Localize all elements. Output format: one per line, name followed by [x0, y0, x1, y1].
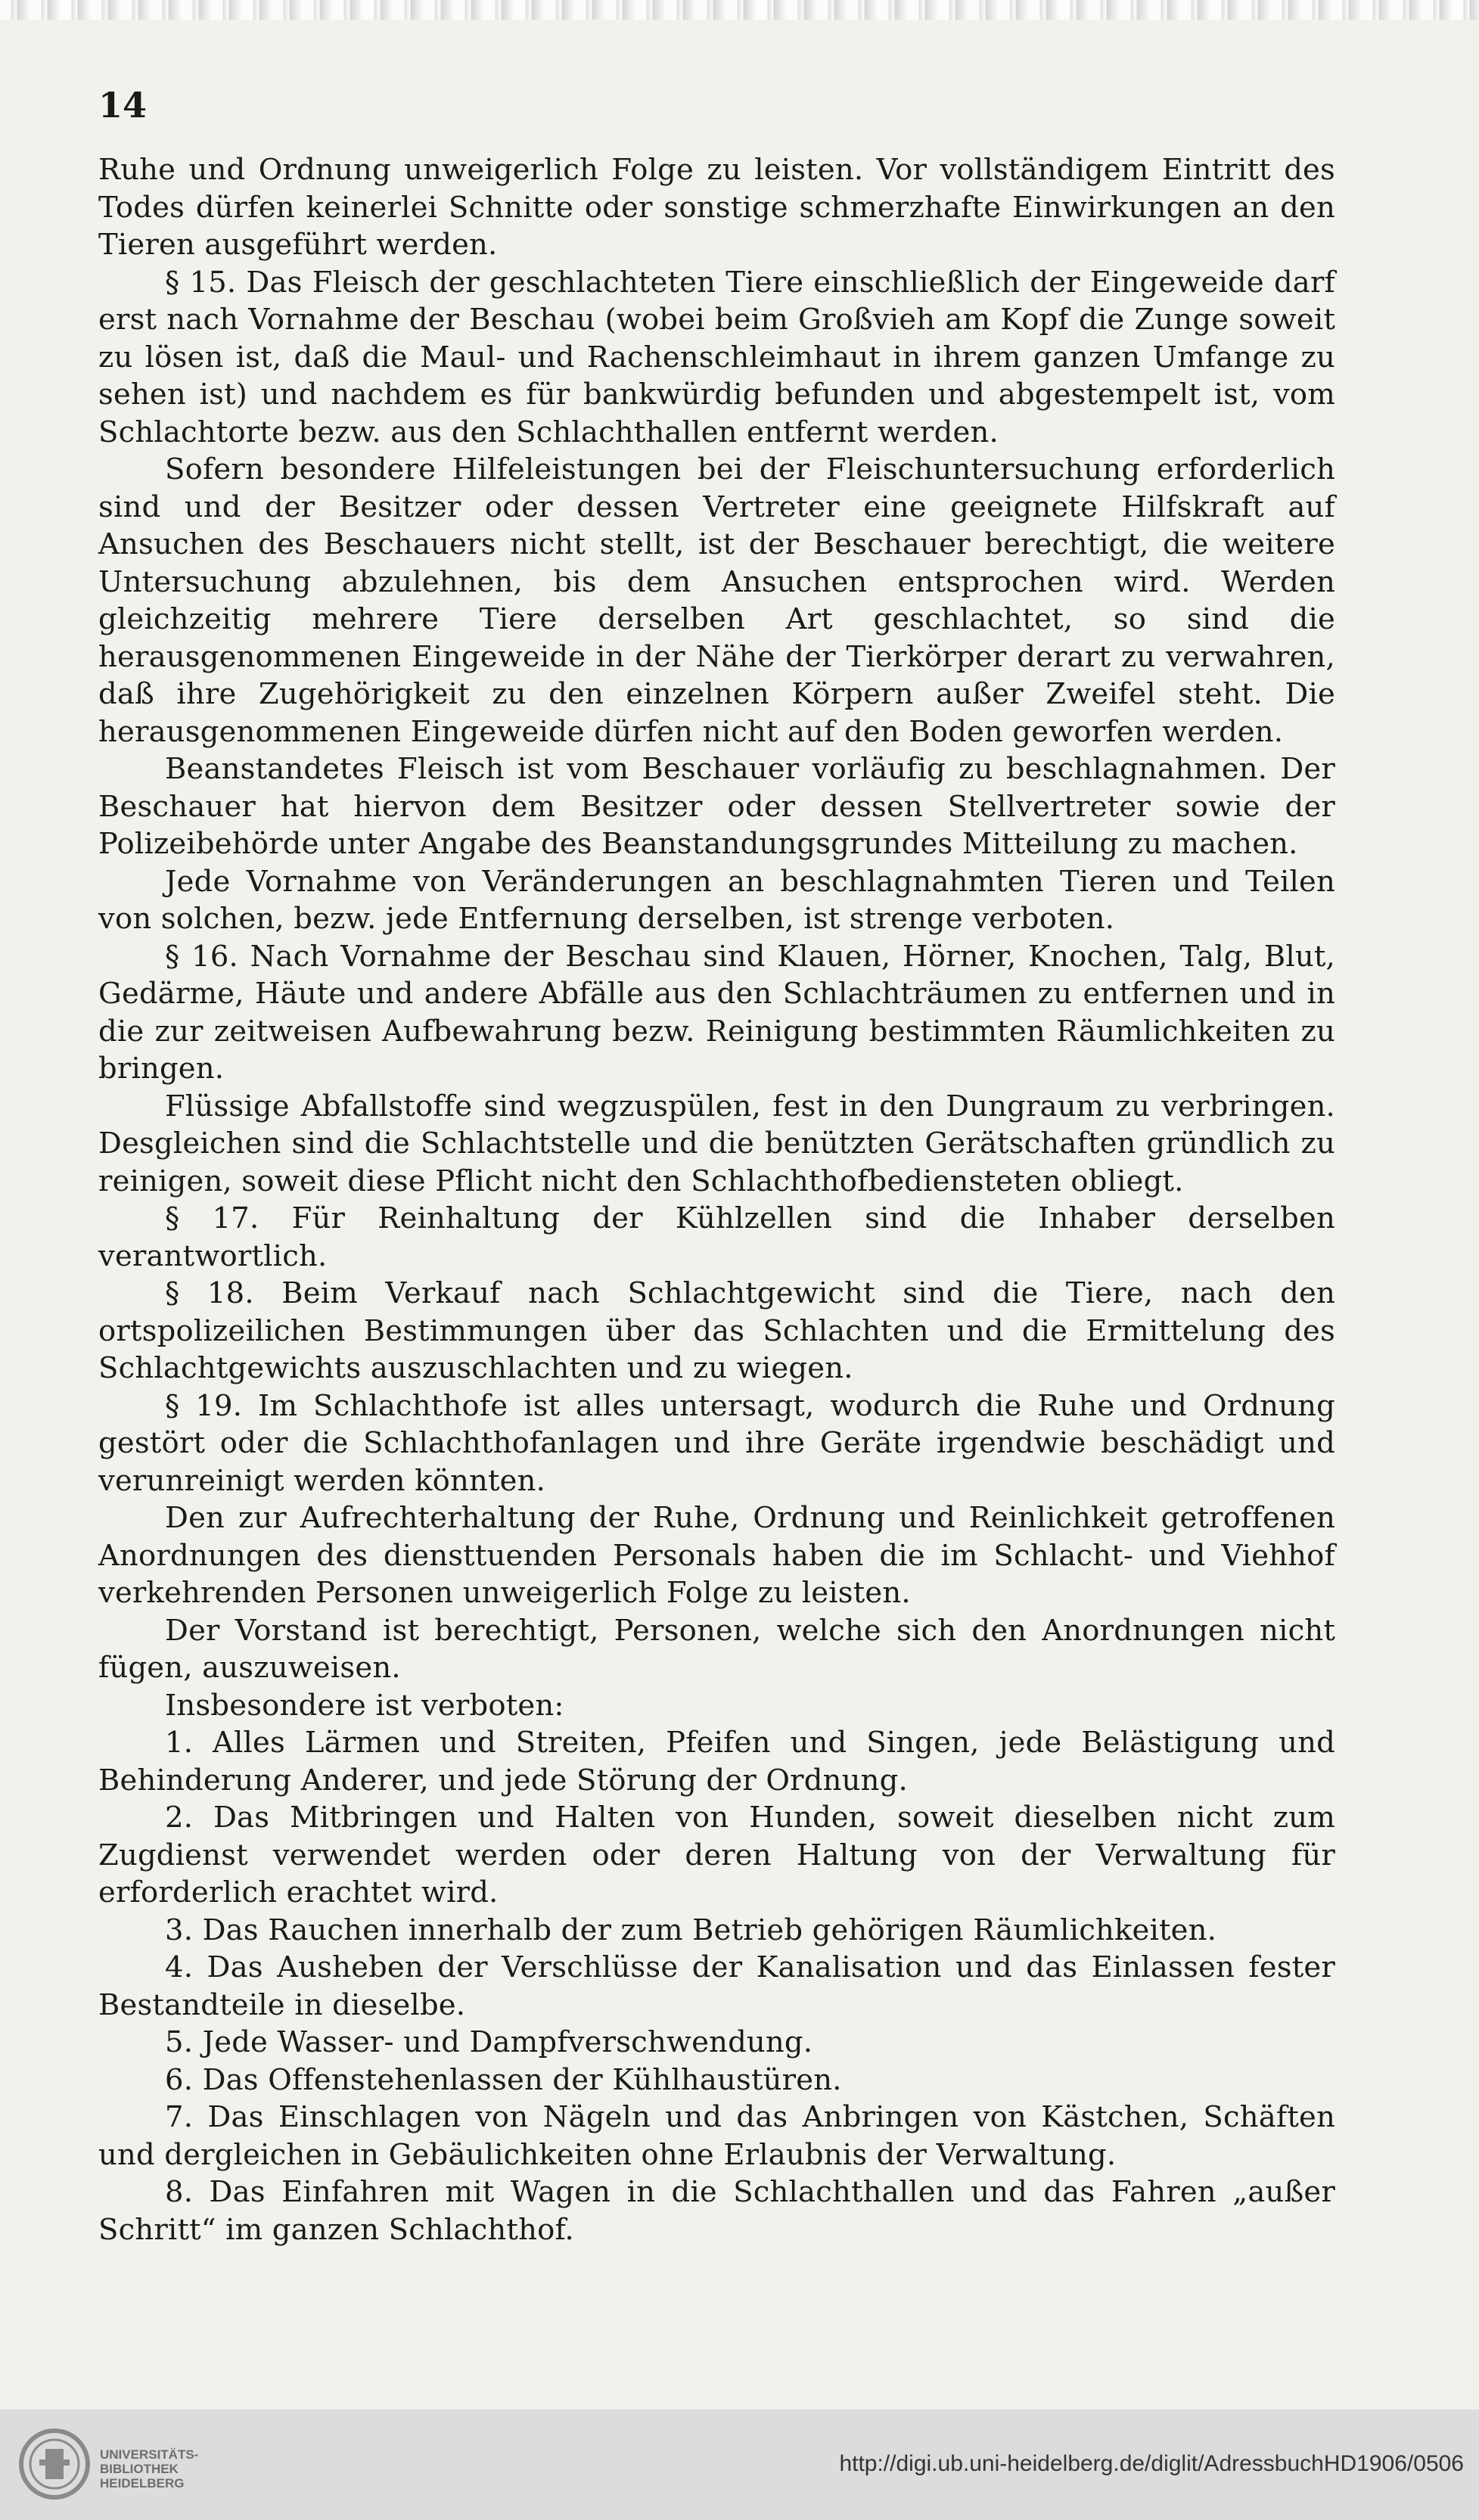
university-seal-icon — [17, 2426, 92, 2502]
list-item: 8. Das Einfahren mit Wagen in die Schlachthallen und das Fahren „außer Schritt“ im ganzen Schlachthof. — [98, 2175, 1335, 2247]
paragraph: Beanstandetes Fleisch ist vom Beschauer vorläufig zu beschlagnahmen. Der Beschauer hat hiervon dem Besitzer oder dessen Stellvertreter sowie der Polizeibehörde unter Angabe des Beanstandungsgrundes Mitteilung zu machen. — [98, 752, 1335, 861]
footer-bar — [0, 2410, 1479, 2520]
paragraph: § 17. Für Reinhaltung der Kühlzellen sind die Inhaber derselben verantwortlich. — [98, 1201, 1335, 1273]
list-item: 4. Das Ausheben der Verschlüsse der Kanalisation und das Einlassen fester Bestandteile in dieselbe. — [98, 1950, 1335, 2022]
list-item: 7. Das Einschlagen von Nägeln und das Anbringen von Kästchen, Schäften und dergleichen in Gebäulichkeiten ohne Erlaubnis der Verwaltung. — [98, 2100, 1335, 2172]
paragraph: Ruhe und Ordnung unweigerlich Folge zu leisten. Vor vollständigem Eintritt des Todes dürfen keinerlei Schnitte oder sonstige schmerzhafte Einwirkungen an den Tieren ausgeführt werden. — [98, 153, 1335, 262]
scan-edge — [0, 0, 1479, 20]
body-text — [98, 151, 1335, 2248]
list-item: 5. Jede Wasser- und Dampfverschwendung. — [165, 2025, 813, 2059]
paragraph: Flüssige Abfallstoffe sind wegzuspülen, fest in den Dungraum zu verbringen. Desgleichen sind die Schlachtstelle und die benützten Gerätschaften gründlich zu reinigen, soweit diese Pflicht nicht den Schlachthofbediensteten obliegt. — [98, 1089, 1335, 1198]
logo-line: HEIDELBERG — [100, 2476, 185, 2490]
paragraph: § 18. Beim Verkauf nach Schlachtgewicht sind die Tiere, nach den ortspolizeilichen Bestimmungen über das Schlachten und die Ermittelung des Schlachtgewichts auszuschlachten und zu wiegen. — [98, 1276, 1335, 1385]
paragraph: Sofern besondere Hilfeleistungen bei der Fleischuntersuchung erforderlich sind und der Besitzer oder dessen Vertreter eine geeignete Hilfskraft auf Ansuchen des Beschauers nicht stellt, ist der Beschauer berechtigt, die weitere Untersuchung abzulehnen, bis dem Ansuchen entsprochen wird. Werden gleichzeitig mehrere Tiere derselben Art geschlachtet, so sind die herausgenommenen Eingeweide in der Nähe der Tierkörper derart zu verwahren, daß ihre Zugehörigkeit zu den einzelnen Körpern außer Zweifel steht. Die herausgenommenen Eingeweide dürfen nicht auf den Boden geworfen werden. — [98, 452, 1335, 749]
paragraph: Den zur Aufrechterhaltung der Ruhe, Ordnung und Reinlichkeit getroffenen Anordnungen des diensttuenden Personals haben die im Schlacht- und Viehhof verkehrenden Personen unweigerlich Folge zu leisten. — [98, 1501, 1335, 1610]
page-number: 14 — [98, 85, 148, 126]
paragraph: Der Vorstand ist berechtigt, Personen, welche sich den Anordnungen nicht fügen, auszuweisen. — [98, 1613, 1335, 1685]
university-library-logo[interactable] — [17, 2426, 206, 2502]
logo-line: BIBLIOTHEK — [100, 2462, 179, 2476]
paragraph: Jede Vornahme von Veränderungen an beschlagnahmten Tieren und Teilen von solchen, bezw. jede Entfernung derselben, ist strenge verboten. — [98, 864, 1335, 936]
logo-line: UNIVERSITÄTS- — [100, 2447, 199, 2462]
paragraph: Insbesondere ist verboten: — [165, 1688, 564, 1723]
list-item: 2. Das Mitbringen und Halten von Hunden, soweit dieselben nicht zum Zugdienst verwendet werden oder deren Haltung von der Verwaltung für erforderlich erachtet wird. — [98, 1801, 1335, 1909]
source-url-link[interactable]: http://digi.ub.uni-heidelberg.de/diglit/AdressbuchHD1906/0506 — [839, 2451, 1464, 2476]
list-item: 6. Das Offenstehenlassen der Kühlhaustüren. — [165, 2062, 842, 2097]
paragraph: § 16. Nach Vornahme der Beschau sind Klauen, Hörner, Knochen, Talg, Blut, Gedärme, Häute und andere Abfälle aus den Schlachträumen zu entfernen und in die zur zeitweisen Aufbewahrung bezw. Reinigung bestimmten Räumlichkeiten zu bringen. — [98, 939, 1335, 1086]
paragraph: § 19. Im Schlachthofe ist alles untersagt, wodurch die Ruhe und Ordnung gestört oder die Schlachthofanlagen und ihre Geräte irgendwie beschädigt und verunreinigt werden könnten. — [98, 1388, 1335, 1498]
paragraph: § 15. Das Fleisch der geschlachteten Tiere einschließlich der Eingeweide darf erst nach Vornahme der Beschau (wobei beim Großvieh am Kopf die Zunge soweit zu lösen ist, daß die Maul- und Rachenschleimhaut in ihrem ganzen Umfange zu sehen ist) und nachdem es für bankwürdig befunden und abgestempelt ist, vom Schlachtorte bezw. aus den Schlachthallen entfernt werden. — [98, 265, 1335, 449]
list-item: 3. Das Rauchen innerhalb der zum Betrieb gehörigen Räumlichkeiten. — [165, 1913, 1217, 1947]
list-item: 1. Alles Lärmen und Streiten, Pfeifen und Singen, jede Belästigung und Behinderung Anderer, und jede Störung der Ordnung. — [98, 1726, 1335, 1798]
